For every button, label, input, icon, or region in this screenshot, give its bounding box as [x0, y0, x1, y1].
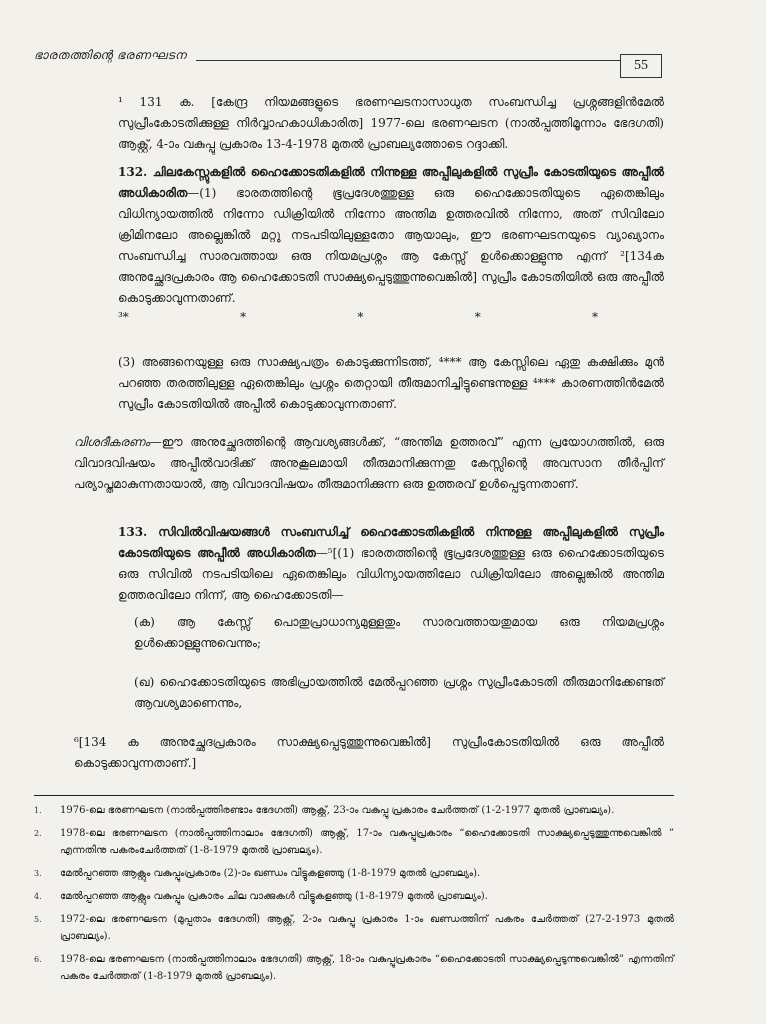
clause-3-text: (3) അങ്ങനെയുള്ള ഒരു സാക്ഷ്യപത്രം കൊടുക്കുന്നിടത്ത്, ⁴*** ആ കേസ്സിലെ ഏതു കക്ഷിക്കും മുൻ പറഞ്ഞ തരത്തിലുള്ള ഏതെങ്കിലും പ്രശ്നം തെറ്റായി തീരുമാനിച്ചിട്ടുണ്ടെന്നുള്ള ⁴*** കാരണത്തിൻമേൽ സുപ്രീം കോടതിയിൽ അപ്പീൽ കൊടുക്കാവുന്നതാണ്.	[118, 355, 664, 411]
star-mark: *	[357, 310, 364, 324]
footnote	[34, 911, 674, 945]
footnote-number: 3.	[34, 869, 42, 878]
header-rule	[196, 60, 620, 61]
footnote	[34, 802, 674, 819]
footnote-text: 1976-ലെ ഭരണഘടന (നാൽപ്പത്തിരണ്ടാം ഭേദഗതി) ആക്റ്റ്, 23-ാം വകുപ്പു പ്രകാരം ചേർത്തത് (1-2-1977 മുതൽ പ്രാബല്യം).	[60, 805, 615, 816]
article-131a	[74, 92, 664, 155]
footnote	[34, 951, 674, 985]
explanation-text: —ഈ അനുച്ഛേദത്തിന്റെ ആവശ്യങ്ങൾക്ക്, “അന്തിമ ഉത്തരവ്” എന്ന പ്രയോഗത്തിൽ, ഒരു വിവാദവിഷയം അപ്പീൽവാദിക്ക് അനുകൂലമായി തീരുമാനിക്കുന്നതു കേസ്സിന്റെ അവസാന തീർപ്പിന് പര്യാപ്തമാകുന്നതായാൽ, ആ വിവാദവിഷയം തീരുമാനിക്കുന്ന ഒരു ഉത്തരവ് ഉൾപ്പെടുന്നതാണ്.	[74, 435, 664, 491]
article-132-heading: 132. ചിലകേസ്സുകളിൽ ഹൈക്കോടതികളിൽ നിന്നുള്ള അപ്പീലുകളിൽ സുപ്രീം കോടതിയുടെ അപ്പീൽ അധികാരിത	[118, 165, 664, 200]
running-title: ഭാരതത്തിന്റെ ഭരണഘടന	[34, 48, 187, 62]
star-mark: *	[240, 310, 247, 324]
article-131a-text: ¹ 131 ക. [കേന്ദ്ര നിയമങ്ങളുടെ ഭരണഘടനാസാധുത സംബന്ധിച്ച പ്രശ്നങ്ങളിൻമേൽ സുപ്രീംകോടതിക്കുള്ള നിർവ്വാഹകാധികാരിത] 1977-ലെ ഭരണഘടന (നാൽപ്പത്തിമൂന്നാം ഭേദഗതി) ആക്റ്റ്, 4-ാം വകുപ്പു പ്രകാരം 13-4-1978 മുതൽ പ്രാബല്യത്തോടെ റദ്ദാക്കി.	[118, 95, 664, 151]
article-133-sub-b	[74, 672, 664, 714]
footnote-text: 1972-ലെ ഭരണഘടന (മുപ്പതാം ഭേദഗതി) ആക്റ്റ്, 2-ാം വകുപ്പു പ്രകാരം 1-ാം ഖണ്ഡത്തിന് പകരം ചേർത്തത് (27-2-1973 മുതൽ പ്രാബല്യം).	[60, 914, 674, 942]
footnote-text: 1978-ലെ ഭരണഘടന (നാൽപ്പത്തിനാലാം ഭേദഗതി) ആക്റ്റ്, 17-ാം വകുപ്പുപ്രകാരം “ഹൈക്കോടതി സാക്ഷ്യപ്പെടുത്തുന്നുവെങ്കിൽ ” എന്നതിനു പകരംചേർത്തത് (1-8-1979 മുതൽ പ്രാബല്യം).	[60, 828, 674, 856]
star-mark: *	[474, 310, 481, 324]
footnote	[34, 865, 674, 882]
footnote-text: മേൽപ്പറഞ്ഞ ആക്റ്റും വകുപ്പും പ്രകാരം ചില വാക്കുകൾ വിട്ടുകളഞ്ഞു (1-8-1979 മുതൽ പ്രാബല്യം).	[60, 891, 488, 902]
explanation	[74, 432, 664, 495]
footnote-number: 5.	[34, 915, 42, 924]
footnote	[34, 888, 674, 905]
footnotes	[34, 802, 674, 991]
article-132	[74, 162, 664, 309]
footnote-number: 2.	[34, 829, 42, 838]
sub-a-text: (ക) ആ കേസ്സ് പൊതുപ്രാധാന്യമുള്ളതും സാരവത്തായതുമായ ഒരു നിയമപ്രശ്നം ഉൾക്കൊള്ളുന്നുവെന്നും;	[134, 615, 664, 650]
footnote-rule	[34, 795, 674, 796]
article-133-heading: 133. സിവിൽവിഷയങ്ങൾ സംബന്ധിച്ച് ഹൈക്കോടതികളിൽ നിന്നുള്ള അപ്പീലുകളിൽ സുപ്രീം കോടതിയുടെ അപ്പീൽ അധികാരിത	[118, 525, 664, 560]
article-133	[74, 522, 664, 606]
explanation-lead: വിശദീകരണം	[74, 435, 150, 449]
star-mark: *	[592, 310, 598, 324]
footnote-number: 4.	[34, 892, 42, 901]
footnote-number: 6.	[34, 955, 42, 964]
article-132-text: —(1) ഭാരതത്തിന്റെ ഭൂപ്രദേശത്തുള്ള ഒരു ഹൈക്കോടതിയുടെ ഏതെങ്കിലും വിധിന്യായത്തിൽ നിന്നോ ഡിക്രിയിൽ നിന്നോ അന്തിമ ഉത്തരവിൽ നിന്നോ, അത് സിവിലോ ക്രിമിനലോ അല്ലെങ്കിൽ മറ്റു നടപടിയിലുള്ളതോ ആയാലും, ഈ ഭരണഘടനയുടെ വ്യാഖ്യാനം സംബന്ധിച്ച സാരവത്തായ ഒരു നിയമപ്രശ്നം ആ കേസ്സ് ഉൾക്കൊള്ളുന്നു എന്ന് ²[134ക അനുച്ഛേദപ്രകാരം ആ ഹൈക്കോടതി സാക്ഷ്യപ്പെടുത്തുന്നുവെങ്കിൽ] സുപ്രീം കോടതിയിൽ ഒരു അപ്പീൽ കൊടുക്കാവുന്നതാണ്.	[118, 186, 664, 305]
article-133-text: —⁵[(1) ഭാരതത്തിന്റെ ഭൂപ്രദേശത്തുള്ള ഒരു ഹൈക്കോടതിയുടെ ഒരു സിവിൽ നടപടിയിലെ ഏതെങ്കിലും വിധിന്യായത്തിലോ ഡിക്രിയിലോ അല്ലെങ്കിൽ അന്തിമ ഉത്തരവിലോ നിന്ന്, ആ ഹൈക്കോടതി—	[118, 546, 665, 602]
sub-b-text: (ഖ) ഹൈക്കോടതിയുടെ അഭിപ്രായത്തിൽ മേൽപ്പറഞ്ഞ പ്രശ്നം സുപ്രീംകോടതി തീരുമാനിക്കേണ്ടത് ആവശ്യമാണെന്നും,	[134, 675, 664, 710]
footnote-text: 1978-ലെ ഭരണഘടന (നാൽപ്പത്തിനാലാം ഭേദഗതി) ആക്റ്റ്, 18-ാം വകുപ്പുപ്രകാരം “ഹൈക്കോടതി സാക്ഷ്യപ്പെടുന്നുവെങ്കിൽ” എന്നതിന് പകരം ചേർത്തത് (1-8-1979 മുതൽ പ്രാബല്യം).	[60, 954, 674, 982]
footnote	[34, 825, 674, 859]
footnote-text: മേൽപ്പറഞ്ഞ ആക്റ്റും വകുപ്പുംപ്രകാരം (2)-ാം ഖണ്ഡം വിട്ടുകളഞ്ഞു (1-8-1979 മുതൽ പ്രാബല്യം).	[60, 868, 481, 879]
article-133-sub-a	[74, 612, 664, 654]
page-number: 55	[620, 54, 662, 78]
article-133-closing	[74, 732, 664, 774]
closing-text: ⁶[134 ക അനുച്ഛേദപ്രകാരം സാക്ഷ്യപ്പെടുത്തുന്നുവെങ്കിൽ] സുപ്രീംകോടതിയിൽ ഒരു അപ്പീൽ കൊടുക്കാവുന്നതാണ്.]	[74, 735, 664, 770]
omission-stars	[118, 310, 598, 324]
article-132-para	[74, 162, 664, 309]
star-mark: ³*	[118, 310, 129, 324]
article-133-para	[74, 522, 664, 606]
explanation-para	[74, 432, 664, 495]
footnote-number: 1.	[34, 806, 42, 815]
article-132-clause-3	[74, 352, 664, 415]
